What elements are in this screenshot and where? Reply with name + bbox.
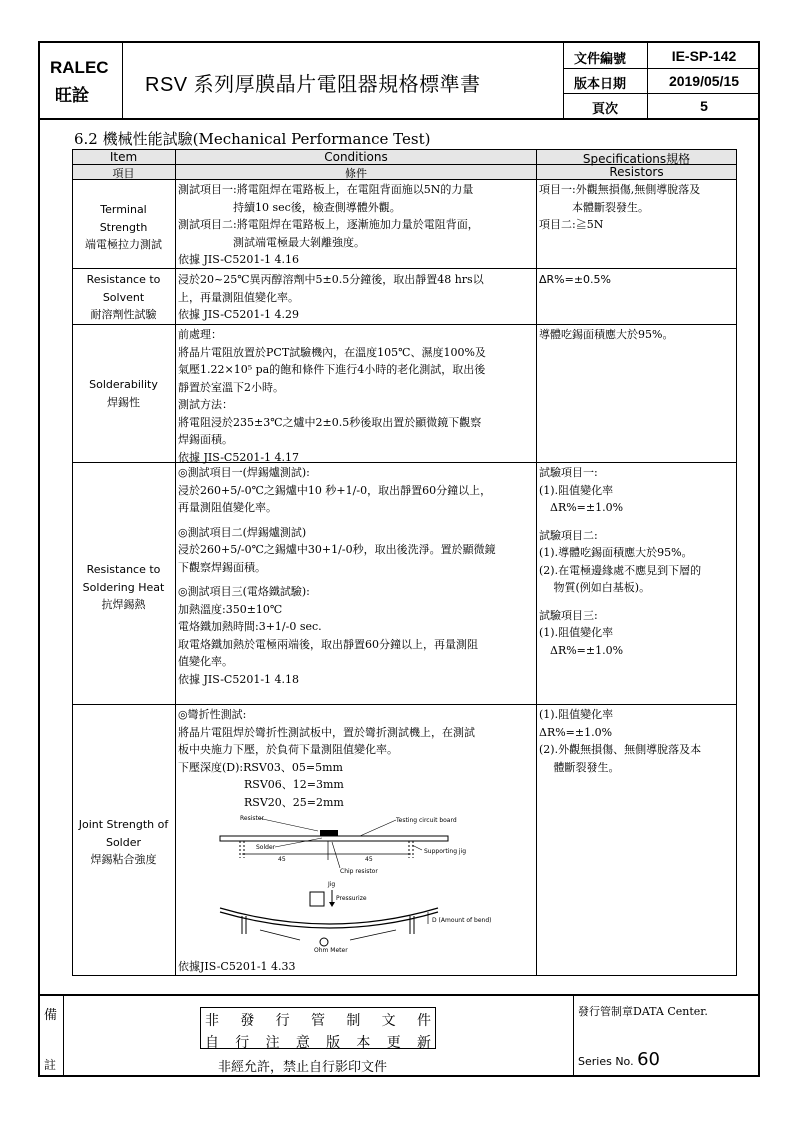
header-divider-1: [122, 42, 123, 118]
row-soldering-heat-conditions: ◎測試項目一(焊錫爐測試): 浸於260+5/-0℃之錫爐中10 秒+1/-0，取出靜置60分鐘以上， 再量測阻值變化率。 ◎測試項目二(焊錫爐測試) 浸於260+5/-0℃之錫爐中30+1/-0秒，取出後洗淨。置於顯微鏡 下觀察焊錫面積。 ◎測試項目三(電烙鐵試驗): 加熱溫度:350±10℃ 電烙鐵加熱時間:3+1/-0 sec. 取電烙鐵加熱於電極兩端後，取出靜置60分鐘以上，再量測阻 值變化率。 依據 JIS-C5201-1 4.18: [178, 466, 496, 686]
document-title: RSV 系列厚膜晶片電阻器規格標準書: [145, 74, 481, 96]
row-solvent-item: Resistance to Solvent 耐溶劑性試驗: [86, 273, 161, 321]
table-col-rule-2: [536, 149, 537, 976]
header-divider-2: [563, 42, 564, 118]
row-soldering-heat-spec: 試驗項目一: (1).阻值變化率 ΔR%=±1.0% 試驗項目二: (1).導體吃錫面積應大於95%。 (2).在電極邊緣處不應見到下層的 物質(例如白基板)。 試驗項目三: (1).阻值變化率 ΔR%=±1.0%: [539, 466, 702, 657]
header-bottom-rule: [38, 118, 760, 120]
header-resistors: Resistors: [609, 165, 664, 179]
table-col-rule-1: [175, 149, 176, 976]
label-testing-board: Testing circuit board: [396, 817, 457, 824]
row-joint-strength-conditions: ◎彎折性測試: 將晶片電阻焊於彎折性測試板中，置於彎折測試機上，在測試 板中央施力下壓，於負荷下量測阻值變化率。 下壓深度(D):RSV03、05=5mm RSV06、12=3mm RSV20、25=2mm: [178, 708, 475, 809]
row-joint-strength-reference: 依據JIS-C5201-1 4.33: [178, 960, 296, 973]
bend-test-diagram: [200, 812, 500, 958]
table-right-rule: [736, 149, 737, 976]
header-specifications: Specifications規格: [582, 152, 691, 166]
row-terminal-strength-item: Terminal Strength 端電極拉力測試: [85, 203, 162, 251]
header-item-zh: 項目: [112, 167, 135, 180]
testing-board-shape: [220, 836, 448, 841]
label-solder: Solder: [256, 844, 276, 851]
footer-divider-2: [573, 995, 574, 1076]
header-rule-1: [563, 68, 760, 69]
label-dim-right: 45: [365, 856, 373, 863]
label-dim-left: 45: [278, 856, 286, 863]
row-solderability-spec: 導體吃錫面積應大於95%。: [539, 328, 674, 341]
version-date: 2019/05/15: [668, 73, 740, 89]
doc-no-label: 文件編號: [574, 52, 627, 67]
control-stamp: 非 發 行 管 制 文 件 自 行 注 意 版 本 更 新: [200, 1007, 436, 1049]
row-solvent-spec: ΔR%=±0.5%: [539, 273, 611, 286]
row-rule-2: [72, 324, 737, 325]
series-number: Series No. 60: [578, 1049, 660, 1070]
footer-top-rule: [38, 994, 760, 996]
header-conditions-zh: 條件: [345, 167, 367, 180]
section-title: 6.2 機械性能試驗(Mechanical Performance Test): [74, 130, 431, 148]
label-chip-resistor: Chip resistor: [340, 868, 378, 875]
label-jig: Jig: [328, 881, 336, 888]
row-joint-strength-item: Joint Strength of Solder 焊錫粘合強度: [78, 818, 169, 866]
label-pressurize: Pressurize: [336, 895, 367, 902]
footer-bei: 備: [44, 1008, 58, 1023]
page-label: 頁次: [592, 102, 619, 117]
doc-no: IE-SP-142: [671, 48, 737, 64]
header-conditions-en: Conditions: [324, 150, 388, 164]
company-name-en: RALEC: [50, 58, 109, 77]
company-name-zh: 旺詮: [55, 86, 89, 106]
row-solderability-item: Solderability 焊錫性: [89, 378, 158, 409]
label-supporting-jig: Supporting jig: [424, 848, 467, 855]
page-number: 5: [700, 98, 708, 114]
row-soldering-heat-item: Resistance to Soldering Heat 抗焊錫熱: [82, 563, 165, 611]
footer-zhu: 註: [44, 1058, 57, 1072]
row-terminal-strength-spec: 項目一:外觀無損傷,無側導脫落及 本體斷裂發生。 項目二:≧5N: [539, 183, 701, 231]
header-rule-2: [563, 93, 760, 94]
issue-stamp-label: 發行管制章DATA Center.: [578, 1005, 708, 1018]
row-solvent-conditions: 浸於20~25℃異丙醇溶劑中5±0.5分鐘後，取出靜置48 hrs以 上，再量測阻值變化率。 依據 JIS-C5201-1 4.29: [178, 273, 484, 321]
table-bottom-rule: [72, 975, 737, 976]
copy-notice: 非經允許，禁止自行影印文件: [218, 1060, 388, 1075]
header-item-en: Item: [109, 150, 138, 164]
jig-shape: [310, 892, 324, 906]
label-ohm-meter: Ohm Meter: [314, 947, 348, 954]
label-amount-of-bend: D (Amount of bend): [432, 917, 492, 924]
bent-board-shape: [220, 908, 438, 924]
row-rule-4: [72, 704, 737, 705]
row-solderability-conditions: 前處理： 將晶片電阻放置於PCT試驗機內，在溫度105℃、濕度100%及 氣壓1.22×10⁵ pa的飽和條件下進行4小時的老化測試，取出後 靜置於室溫下2小時。 測試方法： 將電阻浸於235±3℃之爐中2±0.5秒後取出置於顯微鏡下觀察 焊錫面積。 依據 JIS-C5201-1 4.17: [178, 328, 486, 464]
row-joint-strength-spec: (1).阻值變化率 ΔR%=±1.0% (2).外觀無損傷、無側導脫落及本 體斷裂發生。: [539, 708, 702, 774]
footer-divider-1: [63, 995, 64, 1076]
date-label: 版本日期: [574, 77, 627, 92]
chip-resistor-shape: [320, 830, 338, 836]
row-terminal-strength-conditions: 測試項目一:將電阻焊在電路板上，在電阻背面施以5N的力量 持續10 sec後，檢查側導體外觀。 測試項目二:將電阻焊在電路板上，逐漸施加力量於電阻背面， 測試端電極最大剝離強度。 依據 JIS-C5201-1 4.16: [178, 183, 479, 266]
label-resistor: Resistor: [240, 815, 264, 822]
